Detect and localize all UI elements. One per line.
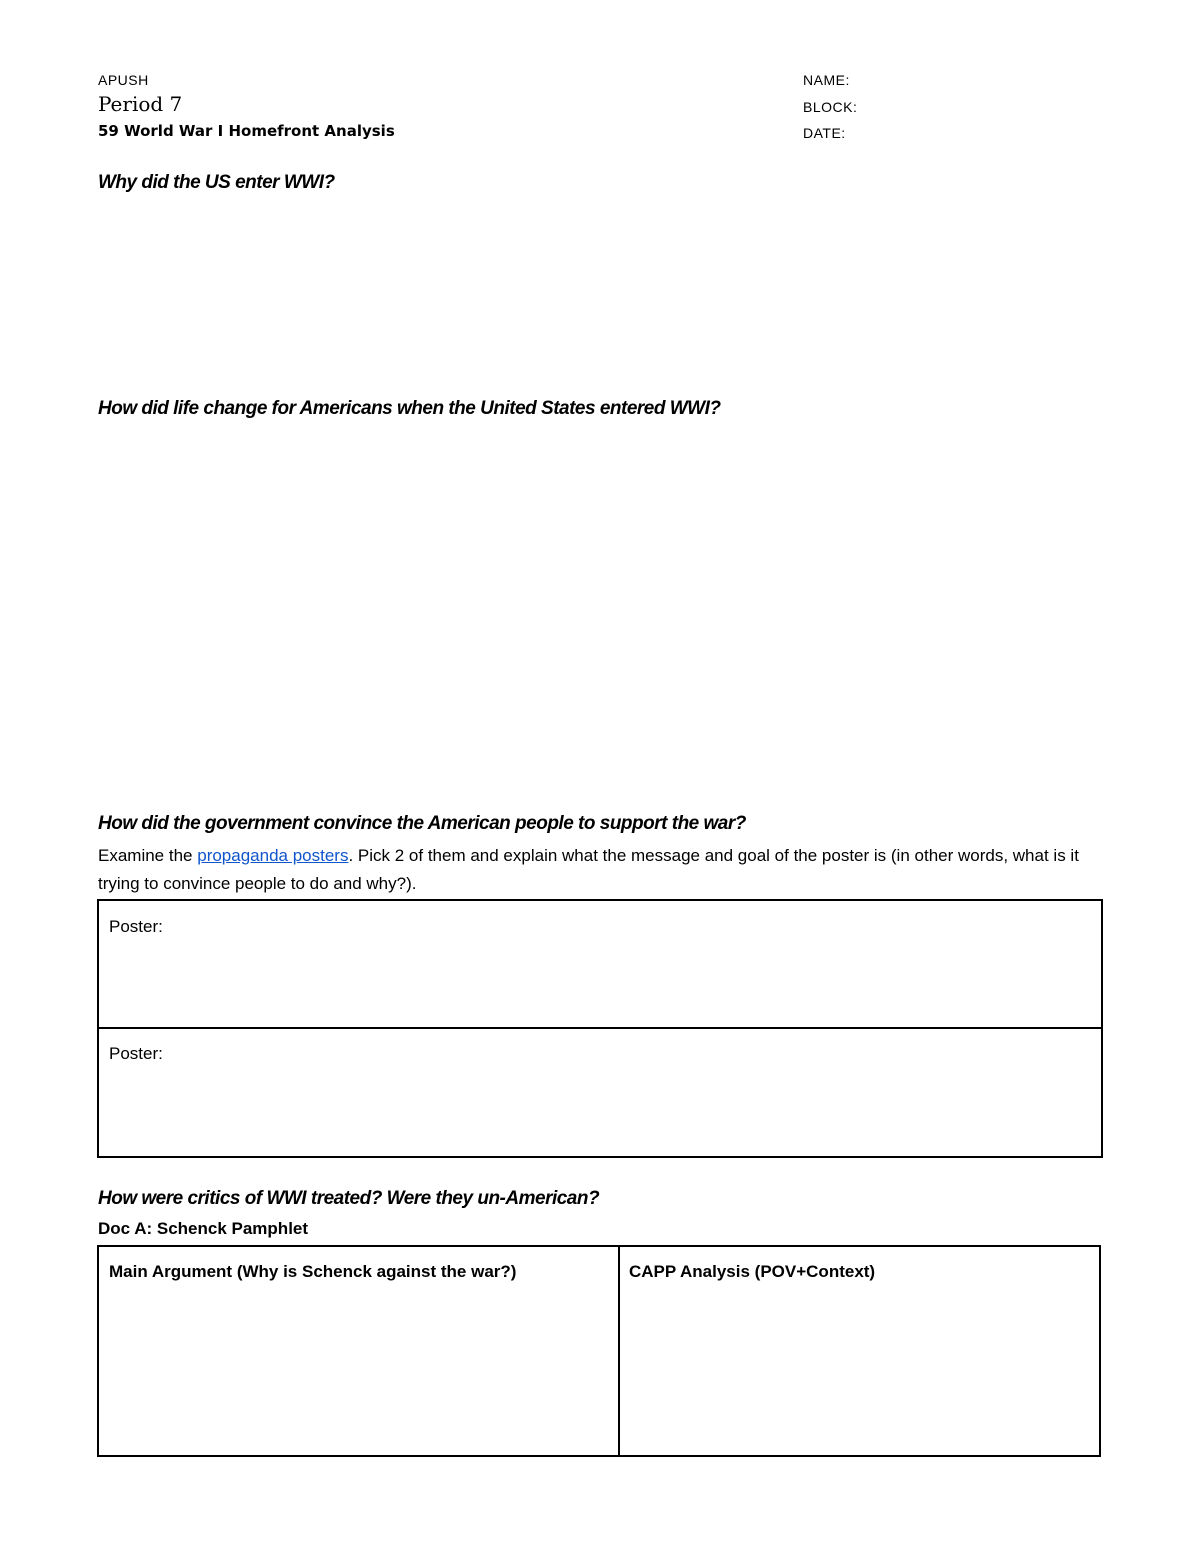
- poster-table: [97, 899, 1103, 1158]
- capp-analysis-answer-area[interactable]: [622, 1289, 1096, 1449]
- instructions-paragraph: [98, 842, 1098, 898]
- main-argument-header: Main Argument (Why is Schenck against the war?): [109, 1262, 517, 1281]
- date-label: DATE:: [803, 125, 846, 141]
- propaganda-posters-link[interactable]: propaganda posters: [197, 846, 349, 865]
- poster-row-divider: [99, 1027, 1101, 1029]
- name-label: NAME:: [803, 72, 850, 88]
- question-us-enter-wwi: Why did the US enter WWI?: [98, 172, 335, 193]
- poster-row-1-answer-area[interactable]: [101, 941, 1097, 1023]
- question-life-change: How did life change for Americans when the United States entered WWI?: [98, 398, 721, 419]
- instructions-suffix: . Pick 2 of them and explain what the message and goal of the poster is (in other words, what is it trying to convince people to do and why?).: [98, 846, 1079, 893]
- doc-a-title: Doc A: Schenck Pamphlet: [98, 1219, 309, 1238]
- poster-row-2-answer-area[interactable]: [101, 1068, 1097, 1150]
- poster-row-1-label: Poster:: [109, 917, 163, 936]
- question-critics-treated: How were critics of WWI treated? Were they un-American?: [98, 1188, 600, 1209]
- period-heading: Period 7: [98, 92, 183, 116]
- worksheet-title: 59 World War I Homefront Analysis: [98, 122, 395, 140]
- course-label: APUSH: [98, 72, 149, 88]
- poster-row-2-label: Poster:: [109, 1044, 163, 1063]
- question-government-convince: How did the government convince the American people to support the war?: [98, 813, 746, 834]
- doc-a-column-divider: [618, 1247, 620, 1455]
- instructions-prefix: Examine the: [98, 846, 198, 865]
- main-argument-answer-area[interactable]: [101, 1289, 615, 1449]
- capp-analysis-header: CAPP Analysis (POV+Context): [629, 1262, 876, 1281]
- block-label: BLOCK:: [803, 99, 858, 115]
- doc-a-table: [97, 1245, 1101, 1457]
